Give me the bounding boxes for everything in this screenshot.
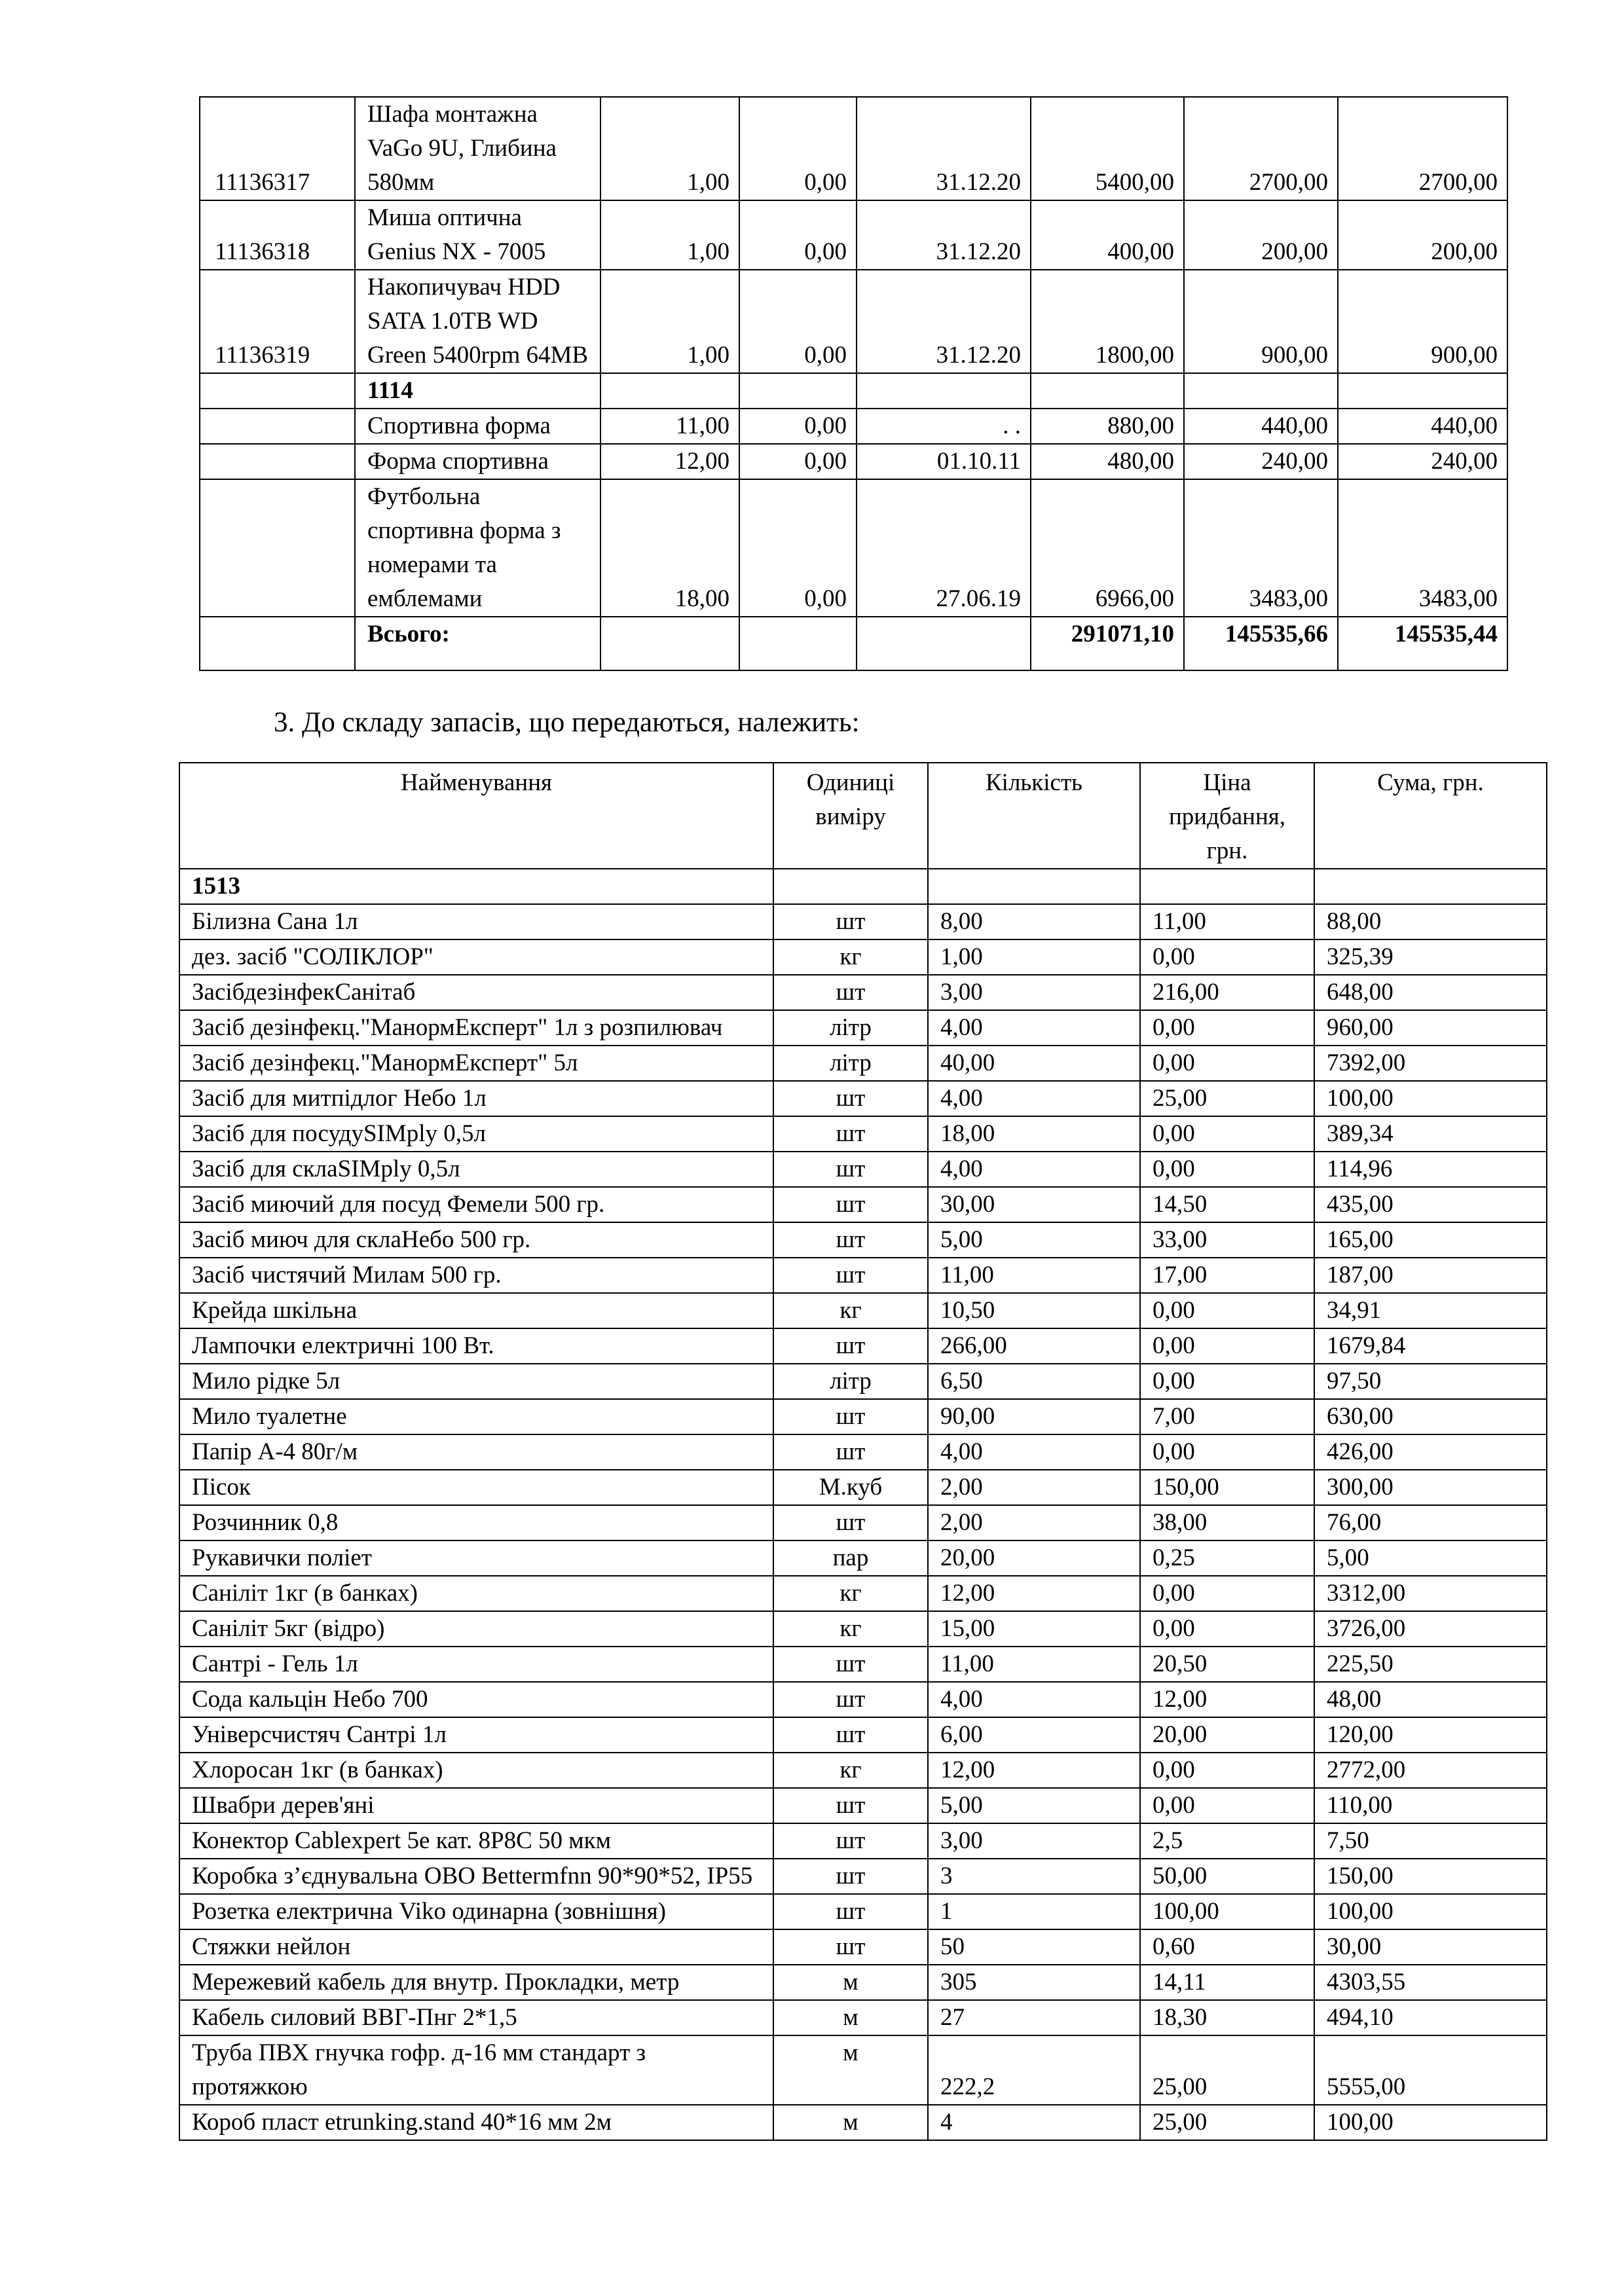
quantity: 90,00 (928, 1399, 1140, 1434)
empty-cell (600, 617, 739, 670)
item-name: Розетка електрична Viko одинарна (зовнішня) (179, 1894, 773, 1929)
quantity: 2,00 (928, 1505, 1140, 1540)
header-quantity: Кількість (928, 763, 1140, 869)
item-name: Коробка з’єднувальна OBO Bettermfnn 90*90*52, IP55 (179, 1859, 773, 1894)
table-row (179, 1293, 1547, 1328)
unit: кг (773, 1293, 928, 1328)
sum: 494,10 (1314, 2000, 1547, 2035)
quantity: 4,00 (928, 1434, 1140, 1470)
inventory-number: 11136317 (200, 97, 355, 200)
item-name: Засіб миючий для посуд Фемели 500 гр. (179, 1187, 773, 1222)
sum: 97,50 (1314, 1364, 1547, 1399)
unit: літр (773, 1046, 928, 1081)
value-cell: 0,00 (739, 409, 857, 444)
value-cell: 0,00 (739, 97, 857, 200)
quantity: 305 (928, 1965, 1140, 2000)
table-row (179, 1046, 1547, 1081)
sum: 4303,55 (1314, 1965, 1547, 2000)
price: 100,00 (1140, 1894, 1314, 1929)
table-row (179, 1470, 1547, 1505)
item-name: Саніліт 1кг (в банках) (179, 1576, 773, 1611)
group-code: 1114 (355, 373, 600, 409)
empty-cell (928, 869, 1140, 904)
item-name: Шафа монтажна VaGo 9U, Глибина 580мм (355, 97, 600, 200)
value-cell: 200,00 (1184, 200, 1338, 270)
unit: М.куб (773, 1470, 928, 1505)
unit: шт (773, 975, 928, 1010)
unit: пар (773, 1540, 928, 1576)
price: 17,00 (1140, 1258, 1314, 1293)
total-value: 291071,10 (1031, 617, 1184, 670)
sum: 426,00 (1314, 1434, 1547, 1470)
item-name: Розчинник 0,8 (179, 1505, 773, 1540)
quantity: 18,00 (600, 479, 739, 617)
total-label: Всього: (355, 617, 600, 670)
price: 0,00 (1140, 1364, 1314, 1399)
price: 7,00 (1140, 1399, 1314, 1434)
table-row (200, 444, 1507, 479)
price: 33,00 (1140, 1222, 1314, 1258)
price: 20,00 (1140, 1717, 1314, 1753)
date: 31.12.20 (857, 200, 1031, 270)
value-cell: 5400,00 (1031, 97, 1184, 200)
item-name: Засіб для посудуSIMply 0,5л (179, 1116, 773, 1152)
value-cell: 0,00 (739, 479, 857, 617)
inventory-number (200, 444, 355, 479)
sum: 630,00 (1314, 1399, 1547, 1434)
total-row (200, 617, 1507, 670)
empty-cell (857, 373, 1031, 409)
unit: літр (773, 1010, 928, 1046)
item-name: Накопичувач HDD SATA 1.0TB WD Green 5400rpm 64MB (355, 270, 600, 373)
value-cell: 240,00 (1184, 444, 1338, 479)
table-row (200, 270, 1507, 373)
price: 20,50 (1140, 1647, 1314, 1682)
group-code: 1513 (179, 869, 773, 904)
item-name: Миша оптична Genius NX - 7005 (355, 200, 600, 270)
item-name: Короб пласт etrunking.stand 40*16 мм 2м (179, 2105, 773, 2140)
total-value: 145535,66 (1184, 617, 1338, 670)
price: 0,00 (1140, 1116, 1314, 1152)
date: 27.06.19 (857, 479, 1031, 617)
quantity: 6,00 (928, 1717, 1140, 1753)
quantity: 3 (928, 1859, 1140, 1894)
quantity: 4 (928, 2105, 1140, 2140)
price: 0,00 (1140, 1293, 1314, 1328)
quantity: 8,00 (928, 904, 1140, 939)
item-name: Засіб дезінфекц."МанормЕксперт" 5л (179, 1046, 773, 1081)
sum: 2772,00 (1314, 1753, 1547, 1788)
quantity: 20,00 (928, 1540, 1140, 1576)
unit: шт (773, 1788, 928, 1823)
item-name: Мережевий кабель для внутр. Прокладки, метр (179, 1965, 773, 2000)
quantity: 1,00 (600, 97, 739, 200)
price: 2,5 (1140, 1823, 1314, 1859)
price: 12,00 (1140, 1682, 1314, 1717)
price: 0,00 (1140, 1576, 1314, 1611)
quantity: 5,00 (928, 1222, 1140, 1258)
quantity: 11,00 (928, 1647, 1140, 1682)
quantity: 222,2 (928, 2035, 1140, 2105)
sum: 389,34 (1314, 1116, 1547, 1152)
table-row (179, 1965, 1547, 2000)
fixed-assets-table (199, 96, 1508, 671)
section-heading: 3. До складу запасів, що передаються, належить: (274, 707, 860, 738)
table-row (179, 1364, 1547, 1399)
table-row (179, 1010, 1547, 1046)
unit: шт (773, 1187, 928, 1222)
sum: 187,00 (1314, 1258, 1547, 1293)
unit: м (773, 2035, 928, 2105)
sum: 34,91 (1314, 1293, 1547, 1328)
item-name: Стяжки нейлон (179, 1929, 773, 1965)
price: 0,00 (1140, 1788, 1314, 1823)
value-cell: 0,00 (739, 200, 857, 270)
item-name: Хлоросан 1кг (в банках) (179, 1753, 773, 1788)
value-cell: 240,00 (1338, 444, 1507, 479)
sum: 88,00 (1314, 904, 1547, 939)
table-row (200, 479, 1507, 617)
empty-cell (739, 373, 857, 409)
unit: шт (773, 1894, 928, 1929)
code-cell (200, 373, 355, 409)
item-name: Труба ПВХ гнучка гофр. д-16 мм стандарт з протяжкою (179, 2035, 773, 2105)
item-name: Засіб для склаSIMply 0,5л (179, 1152, 773, 1187)
sum: 960,00 (1314, 1010, 1547, 1046)
quantity: 40,00 (928, 1046, 1140, 1081)
empty-cell (1314, 869, 1547, 904)
sum: 7,50 (1314, 1823, 1547, 1859)
quantity: 1,00 (600, 200, 739, 270)
table-row (179, 939, 1547, 975)
value-cell: 1800,00 (1031, 270, 1184, 373)
table-row (179, 2000, 1547, 2035)
unit: кг (773, 939, 928, 975)
item-name: Сантрі - Гель 1л (179, 1647, 773, 1682)
table-row (179, 2105, 1547, 2140)
table-row (179, 1081, 1547, 1116)
item-name: Мило туалетне (179, 1399, 773, 1434)
item-name: Рукавички поліет (179, 1540, 773, 1576)
unit: кг (773, 1576, 928, 1611)
empty-cell (1031, 373, 1184, 409)
quantity: 12,00 (928, 1576, 1140, 1611)
item-name: Лампочки електричні 100 Вт. (179, 1328, 773, 1364)
sum: 30,00 (1314, 1929, 1547, 1965)
table-row (179, 1399, 1547, 1434)
table-row (179, 1116, 1547, 1152)
price: 14,11 (1140, 1965, 1314, 2000)
value-cell: 2700,00 (1184, 97, 1338, 200)
quantity: 6,50 (928, 1364, 1140, 1399)
unit: шт (773, 1081, 928, 1116)
price: 18,30 (1140, 2000, 1314, 2035)
group-row (200, 373, 1507, 409)
unit: шт (773, 1859, 928, 1894)
item-name: Спортивна форма (355, 409, 600, 444)
empty-cell (200, 617, 355, 670)
item-name: Саніліт 5кг (відро) (179, 1611, 773, 1647)
unit: м (773, 2105, 928, 2140)
quantity: 4,00 (928, 1682, 1140, 1717)
group-row (179, 869, 1547, 904)
price: 0,00 (1140, 1611, 1314, 1647)
item-name: Білизна Сана 1л (179, 904, 773, 939)
item-name: Засіб для митпідлог Небо 1л (179, 1081, 773, 1116)
sum: 100,00 (1314, 1081, 1547, 1116)
item-name: Форма спортивна (355, 444, 600, 479)
sum: 165,00 (1314, 1222, 1547, 1258)
value-cell: 400,00 (1031, 200, 1184, 270)
table-row (200, 97, 1507, 200)
table-row (200, 409, 1507, 444)
value-cell: 900,00 (1338, 270, 1507, 373)
item-name: Мило рідке 5л (179, 1364, 773, 1399)
value-cell: 200,00 (1338, 200, 1507, 270)
unit: шт (773, 1258, 928, 1293)
value-cell: 900,00 (1184, 270, 1338, 373)
quantity: 10,50 (928, 1293, 1140, 1328)
sum: 114,96 (1314, 1152, 1547, 1187)
quantity: 4,00 (928, 1010, 1140, 1046)
unit: шт (773, 1647, 928, 1682)
quantity: 18,00 (928, 1116, 1140, 1152)
sum: 3312,00 (1314, 1576, 1547, 1611)
value-cell: 2700,00 (1338, 97, 1507, 200)
price: 0,00 (1140, 1046, 1314, 1081)
sum: 435,00 (1314, 1187, 1547, 1222)
table-row (179, 1753, 1547, 1788)
quantity: 27 (928, 2000, 1140, 2035)
unit: шт (773, 904, 928, 939)
unit: кг (773, 1611, 928, 1647)
item-name: Пісок (179, 1470, 773, 1505)
table-row (179, 1576, 1547, 1611)
table-row (179, 1788, 1547, 1823)
inventory-number (200, 409, 355, 444)
header-unit: Одиниці виміру (773, 763, 928, 869)
item-name: Конектор Cablexpert 5e кат. 8P8C 50 мкм (179, 1823, 773, 1859)
total-value: 145535,44 (1338, 617, 1507, 670)
price: 50,00 (1140, 1859, 1314, 1894)
sum: 300,00 (1314, 1470, 1547, 1505)
unit: шт (773, 1717, 928, 1753)
sum: 225,50 (1314, 1647, 1547, 1682)
price: 25,00 (1140, 2105, 1314, 2140)
quantity: 12,00 (928, 1753, 1140, 1788)
table-row (179, 1434, 1547, 1470)
unit: шт (773, 1682, 928, 1717)
table-row (179, 904, 1547, 939)
sum: 648,00 (1314, 975, 1547, 1010)
price: 0,00 (1140, 1010, 1314, 1046)
price: 38,00 (1140, 1505, 1314, 1540)
item-name: Універсчистяч Сантрі 1л (179, 1717, 773, 1753)
empty-cell (773, 869, 928, 904)
inventory-number (200, 479, 355, 617)
item-name: Футбольна спортивна форма з номерами та емблемами (355, 479, 600, 617)
sum: 7392,00 (1314, 1046, 1547, 1081)
value-cell: 0,00 (739, 270, 857, 373)
quantity: 1,00 (600, 270, 739, 373)
sum: 325,39 (1314, 939, 1547, 975)
item-name: Засіб дезінфекц."МанормЕксперт" 1л з розпилювач (179, 1010, 773, 1046)
unit: шт (773, 1505, 928, 1540)
quantity: 11,00 (928, 1258, 1140, 1293)
item-name: Кабель силовий ВВГ-Пнг 2*1,5 (179, 2000, 773, 2035)
date: 31.12.20 (857, 270, 1031, 373)
sum: 5555,00 (1314, 2035, 1547, 2105)
empty-cell (1140, 869, 1314, 904)
item-name: Сода кальцін Небо 700 (179, 1682, 773, 1717)
price: 0,25 (1140, 1540, 1314, 1576)
sum: 76,00 (1314, 1505, 1547, 1540)
sum: 110,00 (1314, 1788, 1547, 1823)
table-row (179, 1682, 1547, 1717)
unit: шт (773, 1434, 928, 1470)
price: 25,00 (1140, 2035, 1314, 2105)
table-row (179, 975, 1547, 1010)
unit: шт (773, 1222, 928, 1258)
item-name: Засіб чистячий Милам 500 гр. (179, 1258, 773, 1293)
inventory-number: 11136318 (200, 200, 355, 270)
price: 150,00 (1140, 1470, 1314, 1505)
quantity: 1,00 (928, 939, 1140, 975)
quantity: 5,00 (928, 1788, 1140, 1823)
empty-cell (739, 617, 857, 670)
date: 31.12.20 (857, 97, 1031, 200)
value-cell: 440,00 (1338, 409, 1507, 444)
value-cell: 440,00 (1184, 409, 1338, 444)
empty-cell (857, 617, 1031, 670)
price: 0,00 (1140, 1328, 1314, 1364)
unit: шт (773, 1399, 928, 1434)
price: 0,00 (1140, 1434, 1314, 1470)
quantity: 4,00 (928, 1081, 1140, 1116)
price: 25,00 (1140, 1081, 1314, 1116)
item-name: ЗасібдезінфекСанітаб (179, 975, 773, 1010)
quantity: 30,00 (928, 1187, 1140, 1222)
quantity: 3,00 (928, 975, 1140, 1010)
empty-cell (600, 373, 739, 409)
value-cell: 0,00 (739, 444, 857, 479)
table-row (179, 1894, 1547, 1929)
table-row (179, 1611, 1547, 1647)
unit: кг (773, 1753, 928, 1788)
date: 01.10.11 (857, 444, 1031, 479)
value-cell: 880,00 (1031, 409, 1184, 444)
inventory-header-row (179, 763, 1547, 869)
price: 0,00 (1140, 939, 1314, 975)
table-row (179, 2035, 1547, 2105)
price: 11,00 (1140, 904, 1314, 939)
sum: 48,00 (1314, 1682, 1547, 1717)
table-row (179, 1929, 1547, 1965)
table-row (179, 1859, 1547, 1894)
item-name: дез. засіб "СОЛІКЛОР" (179, 939, 773, 975)
table-row (179, 1823, 1547, 1859)
inventory-number: 11136319 (200, 270, 355, 373)
quantity: 50 (928, 1929, 1140, 1965)
value-cell: 3483,00 (1184, 479, 1338, 617)
unit: шт (773, 1929, 928, 1965)
unit: шт (773, 1152, 928, 1187)
item-name: Папір А-4 80г/м (179, 1434, 773, 1470)
header-name: Найменування (179, 763, 773, 869)
value-cell: 3483,00 (1338, 479, 1507, 617)
quantity: 266,00 (928, 1328, 1140, 1364)
value-cell: 6966,00 (1031, 479, 1184, 617)
unit: шт (773, 1823, 928, 1859)
table-row (179, 1328, 1547, 1364)
table-row (179, 1717, 1547, 1753)
sum: 5,00 (1314, 1540, 1547, 1576)
sum: 150,00 (1314, 1859, 1547, 1894)
table-row (179, 1222, 1547, 1258)
date: . . (857, 409, 1031, 444)
sum: 100,00 (1314, 2105, 1547, 2140)
table-row (179, 1152, 1547, 1187)
quantity: 15,00 (928, 1611, 1140, 1647)
empty-cell (1184, 373, 1338, 409)
item-name: Засіб миюч для склаНебо 500 гр. (179, 1222, 773, 1258)
table-row (200, 200, 1507, 270)
sum: 1679,84 (1314, 1328, 1547, 1364)
price: 0,60 (1140, 1929, 1314, 1965)
table-row (179, 1187, 1547, 1222)
inventory-table (179, 762, 1547, 2141)
price: 0,00 (1140, 1152, 1314, 1187)
quantity: 4,00 (928, 1152, 1140, 1187)
quantity: 2,00 (928, 1470, 1140, 1505)
unit: м (773, 2000, 928, 2035)
value-cell: 480,00 (1031, 444, 1184, 479)
price: 216,00 (1140, 975, 1314, 1010)
quantity: 3,00 (928, 1823, 1140, 1859)
sum: 3726,00 (1314, 1611, 1547, 1647)
table-row (179, 1647, 1547, 1682)
table-row (179, 1540, 1547, 1576)
table-row (179, 1505, 1547, 1540)
header-price: Ціна придбання, грн. (1140, 763, 1314, 869)
quantity: 1 (928, 1894, 1140, 1929)
quantity: 12,00 (600, 444, 739, 479)
price: 0,00 (1140, 1753, 1314, 1788)
unit: м (773, 1965, 928, 2000)
unit: шт (773, 1116, 928, 1152)
item-name: Швабри дерев'яні (179, 1788, 773, 1823)
header-sum: Сума, грн. (1314, 763, 1547, 869)
item-name: Крейда шкільна (179, 1293, 773, 1328)
table-row (179, 1258, 1547, 1293)
sum: 120,00 (1314, 1717, 1547, 1753)
unit: шт (773, 1328, 928, 1364)
price: 14,50 (1140, 1187, 1314, 1222)
sum: 100,00 (1314, 1894, 1547, 1929)
quantity: 11,00 (600, 409, 739, 444)
empty-cell (1338, 373, 1507, 409)
unit: літр (773, 1364, 928, 1399)
